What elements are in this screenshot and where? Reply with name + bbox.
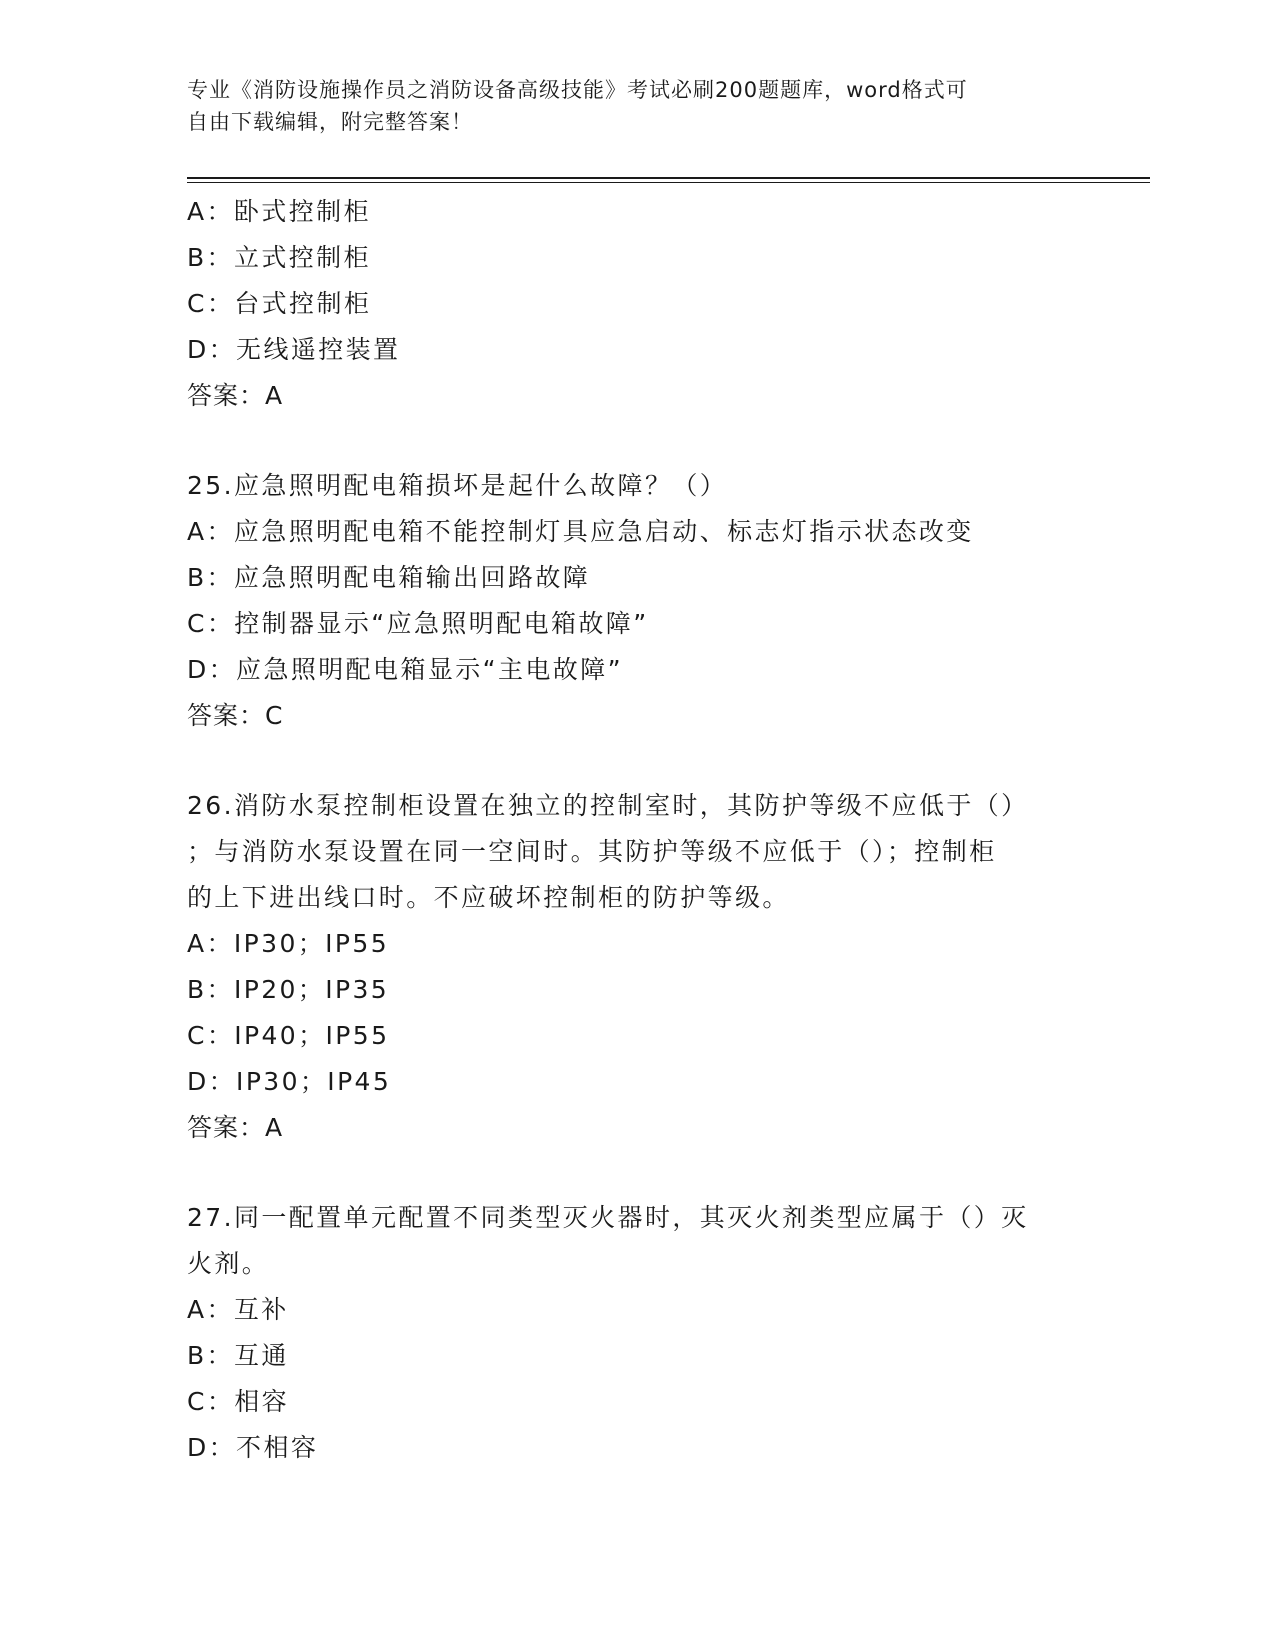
question-24 bbox=[187, 189, 1087, 419]
option-a: A：互补 bbox=[187, 1295, 289, 1324]
answer-line: 答案：C bbox=[187, 701, 284, 730]
option-d: D：IP30；IP45 bbox=[187, 1067, 392, 1096]
question-spacer bbox=[187, 739, 1087, 783]
option-c: C：控制器显示“应急照明配电箱故障” bbox=[187, 609, 649, 638]
header-title-line-1: 专业《消防设施操作员之消防设备高级技能》考试必刷200题题库，word格式可 bbox=[187, 78, 968, 102]
option-a: A：应急照明配电箱不能控制灯具应急启动、标志灯指示状态改变 bbox=[187, 517, 974, 546]
option-d: D：应急照明配电箱显示“主电故障” bbox=[187, 655, 623, 684]
option-c: C：相容 bbox=[187, 1387, 290, 1416]
option-b: B：IP20；IP35 bbox=[187, 975, 390, 1004]
question-26 bbox=[187, 783, 1087, 1151]
option-a: A：卧式控制柜 bbox=[187, 197, 371, 226]
question-27 bbox=[187, 1195, 1087, 1471]
header-divider-thick bbox=[187, 177, 1150, 179]
answer-line: 答案：A bbox=[187, 381, 284, 410]
header-divider-thin bbox=[187, 182, 1150, 183]
option-c: C：台式控制柜 bbox=[187, 289, 372, 318]
question-stem: 25.应急照明配电箱损坏是起什么故障？（） bbox=[187, 471, 728, 500]
option-d: D：不相容 bbox=[187, 1433, 319, 1462]
question-list bbox=[187, 189, 1087, 1471]
question-spacer bbox=[187, 419, 1087, 463]
question-stem-line-1: 27.同一配置单元配置不同类型灭火器时，其灭火剂类型应属于（）灭 bbox=[187, 1203, 1029, 1232]
option-c: C：IP40；IP55 bbox=[187, 1021, 390, 1050]
question-stem-line-2: ；与消防水泵设置在同一空间时。其防护等级不应低于（）；控制柜 bbox=[187, 837, 997, 866]
option-d: D：无线遥控装置 bbox=[187, 335, 401, 364]
question-25 bbox=[187, 463, 1087, 739]
document-header bbox=[187, 74, 1067, 138]
option-b: B：应急照明配电箱输出回路故障 bbox=[187, 563, 591, 592]
question-stem-line-2: 火剂。 bbox=[187, 1249, 270, 1278]
option-b: B：互通 bbox=[187, 1341, 289, 1370]
question-stem-line-1: 26.消防水泵控制柜设置在独立的控制室时，其防护等级不应低于（） bbox=[187, 791, 1029, 820]
answer-line: 答案：A bbox=[187, 1113, 284, 1142]
option-b: B：立式控制柜 bbox=[187, 243, 371, 272]
option-a: A：IP30；IP55 bbox=[187, 929, 390, 958]
question-spacer bbox=[187, 1151, 1087, 1195]
question-stem-line-3: 的上下进出线口时。不应破坏控制柜的防护等级。 bbox=[187, 883, 790, 912]
header-title-line-2: 自由下载编辑，附完整答案！ bbox=[187, 110, 473, 134]
